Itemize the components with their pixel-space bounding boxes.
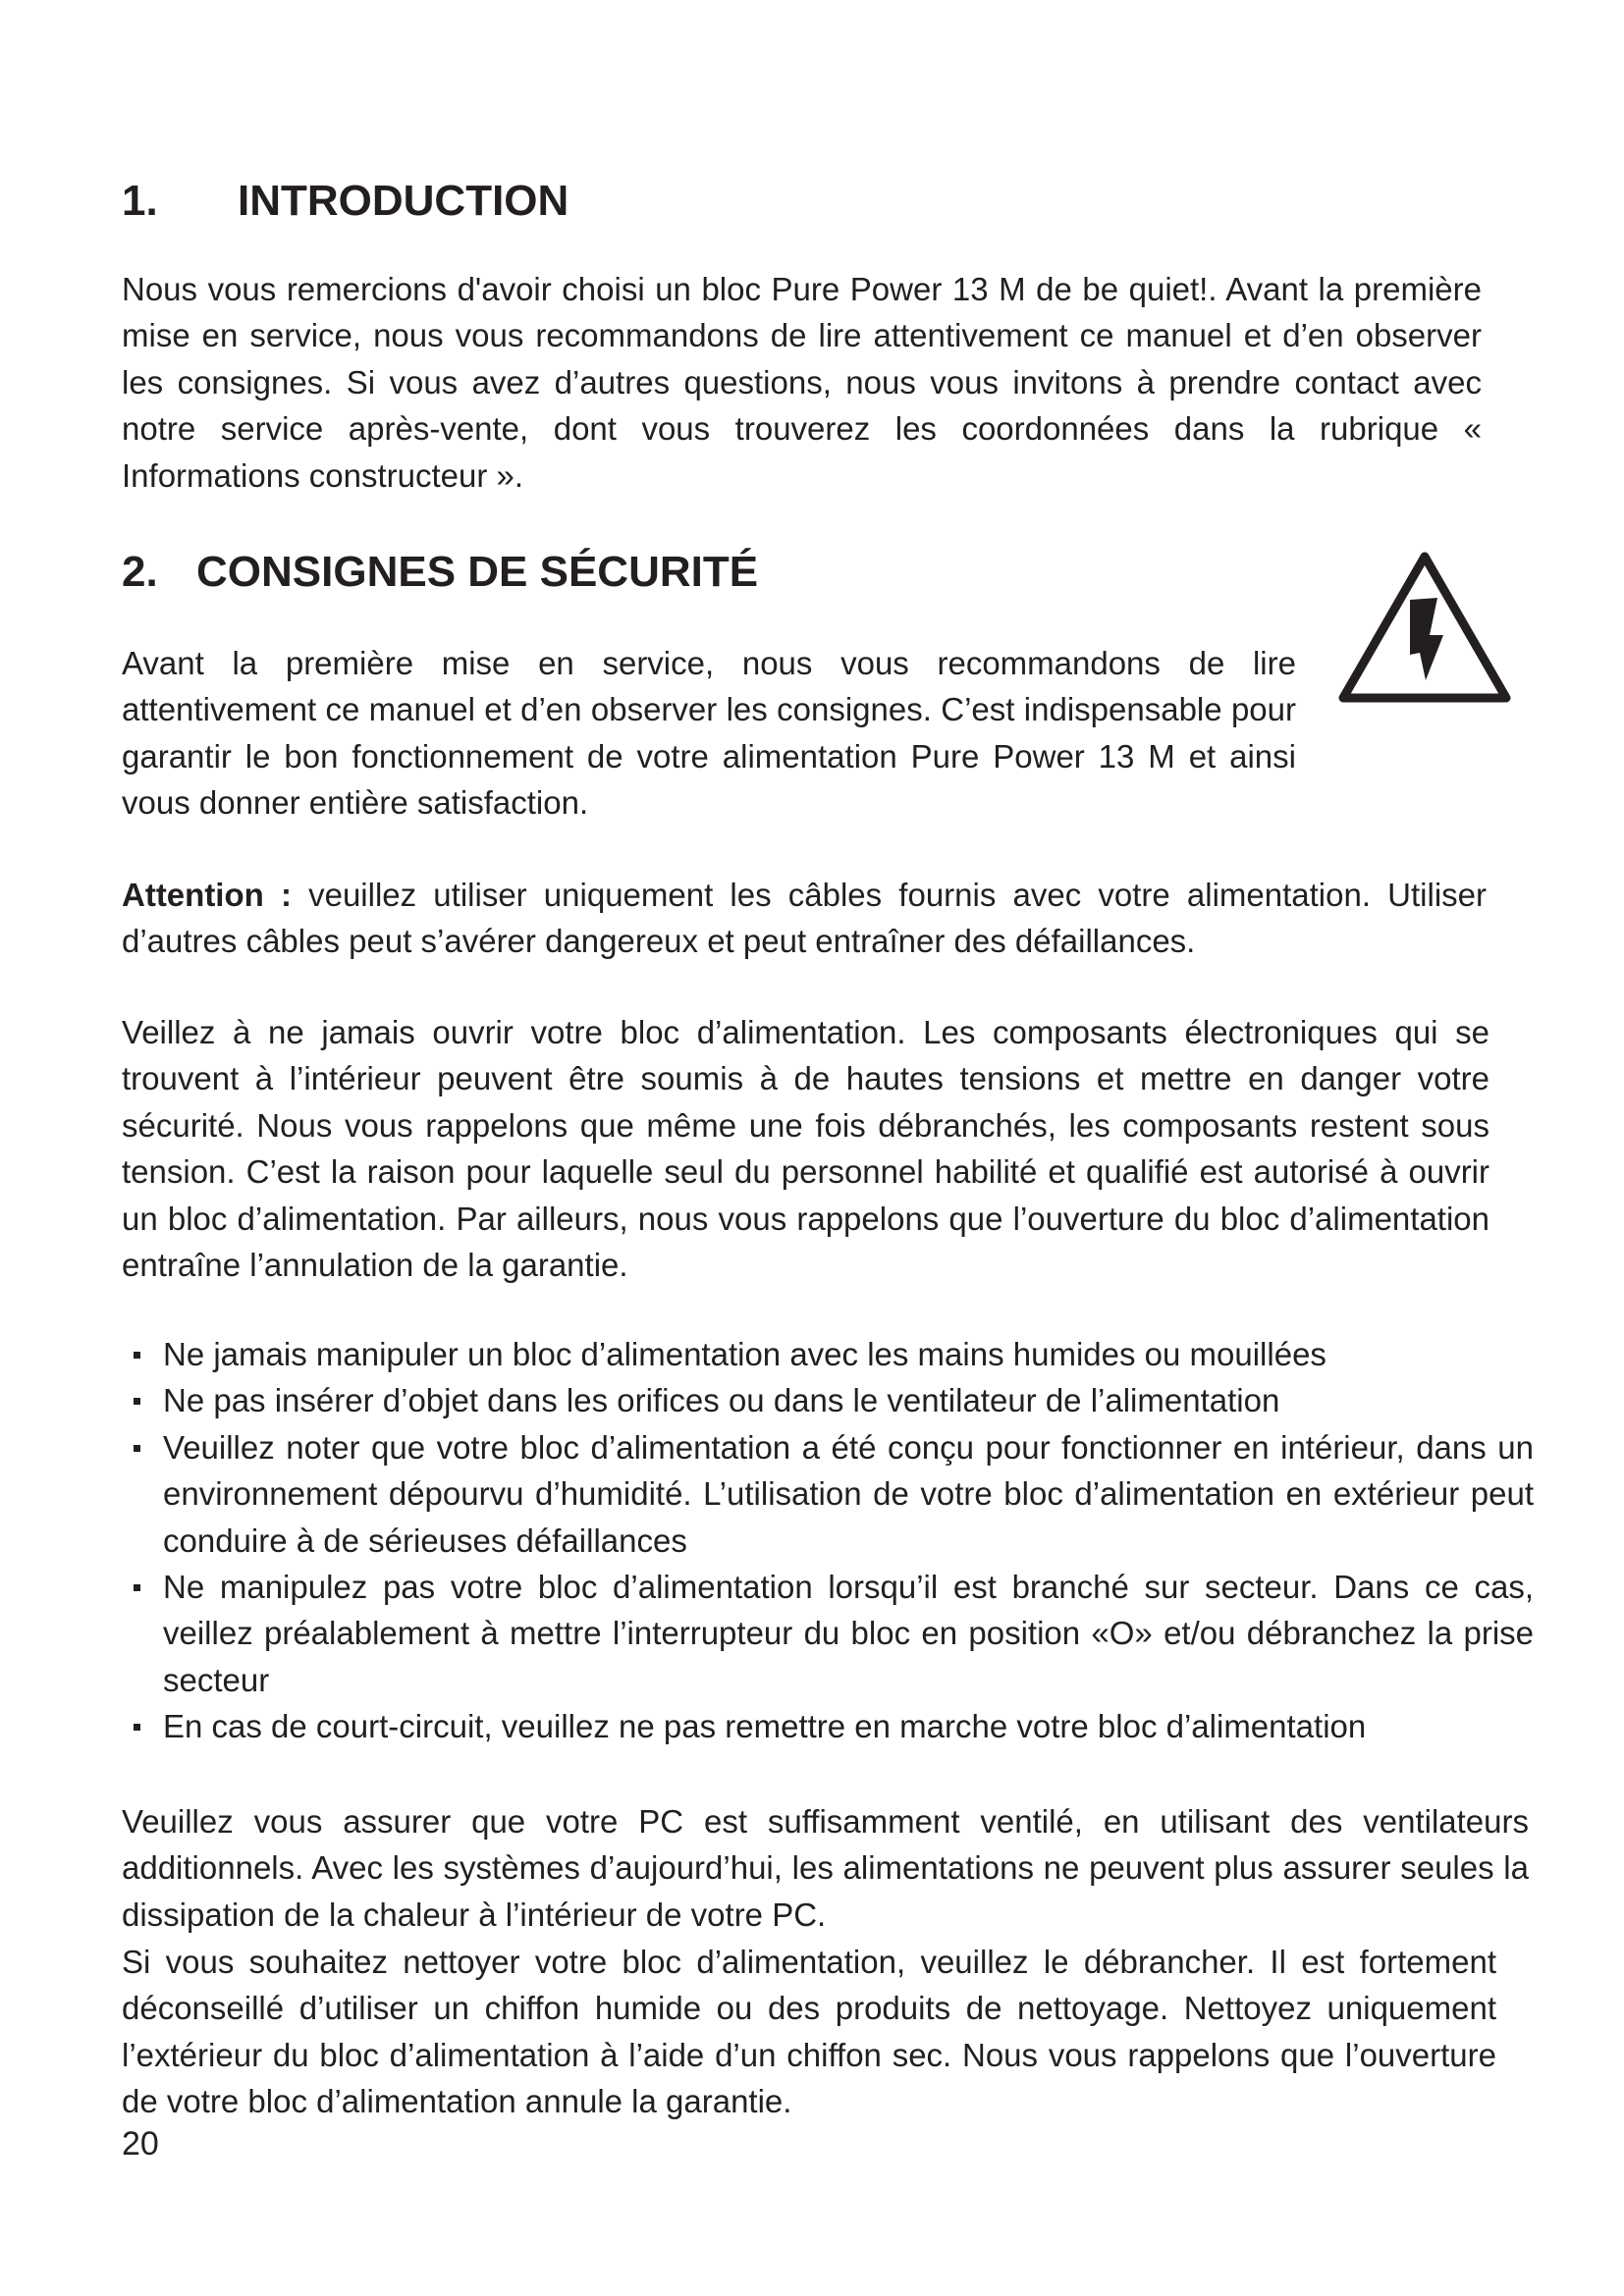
introduction-paragraph: Nous vous remercions d'avoir choisi un bloc Pure Power 13 M de be quiet!. Avant la première mise en service, nous vous recommandons de lire attentivement ce manuel et d’en observer les consignes. Si vous avez d’autres questions, nous vous invitons à prendre contact avec notre service après-vente, dont vous trouverez les coordonnées dans la rubrique « Informations constructeur ». <box>122 271 1482 494</box>
section-2-heading <box>122 546 758 599</box>
attention-label: Attention : <box>122 877 292 913</box>
list-item: Ne pas insérer d’objet dans les orifices ou dans le ventilateur de l’alimentation <box>128 1377 1534 1423</box>
safety-bullet-list <box>128 1331 1534 1750</box>
list-item: En cas de court-circuit, veuillez ne pas remettre en marche votre bloc d’alimentation <box>128 1703 1534 1749</box>
section-1-heading <box>122 175 568 228</box>
list-item: Veuillez noter que votre bloc d’alimentation a été conçu pour fonctionner en intérieur, dans un environnement dépourvu d’humidité. L’utilisation de votre bloc d’alimentation en extérieur peut conduire à de sérieuses défaillances <box>128 1424 1534 1564</box>
section-1-number: 1. <box>122 177 158 225</box>
section-2-title: CONSIGNES DE SÉCURITÉ <box>196 548 759 596</box>
attention-paragraph <box>122 872 1487 965</box>
opening-warning-paragraph: Veillez à ne jamais ouvrir votre bloc d’alimentation. Les composants électroniques qui se trouvent à l’intérieur peuvent être soumis à de hautes tensions et mettre en danger votre sécurité. Nous vous rappelons que même une fois débranchés, les composants restent sous tension. C’est la raison pour laquelle seul du personnel habilité et qualifié est autorisé à ouvrir un bloc d’alimentation. Par ailleurs, nous vous rappelons que l’ouverture du bloc d’alimentation entraîne l’annulation de la garantie. <box>122 1014 1489 1284</box>
ventilation-paragraph: Veuillez vous assurer que votre PC est suffisamment ventilé, en utilisant des ventilateurs additionnels. Avec les systèmes d’aujourd’hui, les alimentations ne peuvent plus assurer seules la dissipation de la chaleur à l’intérieur de votre PC. <box>122 1803 1529 1933</box>
list-item: Ne jamais manipuler un bloc d’alimentation avec les mains humides ou mouillées <box>128 1331 1534 1377</box>
cleaning-paragraph: Si vous souhaitez nettoyer votre bloc d’alimentation, veuillez le débrancher. Il est fortement déconseillé d’utiliser un chiffon humide ou des produits de nettoyage. Nettoyez uniquement l’extérieur du bloc d’alimentation à l’aide d’un chiffon sec. Nous vous rappelons que l’ouverture de votre bloc d’alimentation annule la garantie. <box>122 1944 1496 2120</box>
section-1-title: INTRODUCTION <box>238 177 569 225</box>
high-voltage-warning-icon <box>1333 545 1516 712</box>
section-2-number: 2. <box>122 548 158 596</box>
list-item: Ne manipulez pas votre bloc d’alimentation lorsqu’il est branché sur secteur. Dans ce cas, veillez préalablement à mettre l’interrupteur du bloc en position «O» et/ou débranchez la prise secteur <box>128 1564 1534 1703</box>
attention-text: veuillez utiliser uniquement les câbles fournis avec votre alimentation. Utiliser d’autres câbles peut s’avérer dangereux et peut entraîner des défaillances. <box>122 877 1487 960</box>
page-number: 20 <box>122 2125 159 2163</box>
safety-intro-paragraph: Avant la première mise en service, nous vous recommandons de lire attentivement ce manuel et d’en observer les consignes. C’est indispensable pour garantir le bon fonctionnement de votre alimentation Pure Power 13 M et ainsi vous donner entière satisfaction. <box>122 645 1296 822</box>
